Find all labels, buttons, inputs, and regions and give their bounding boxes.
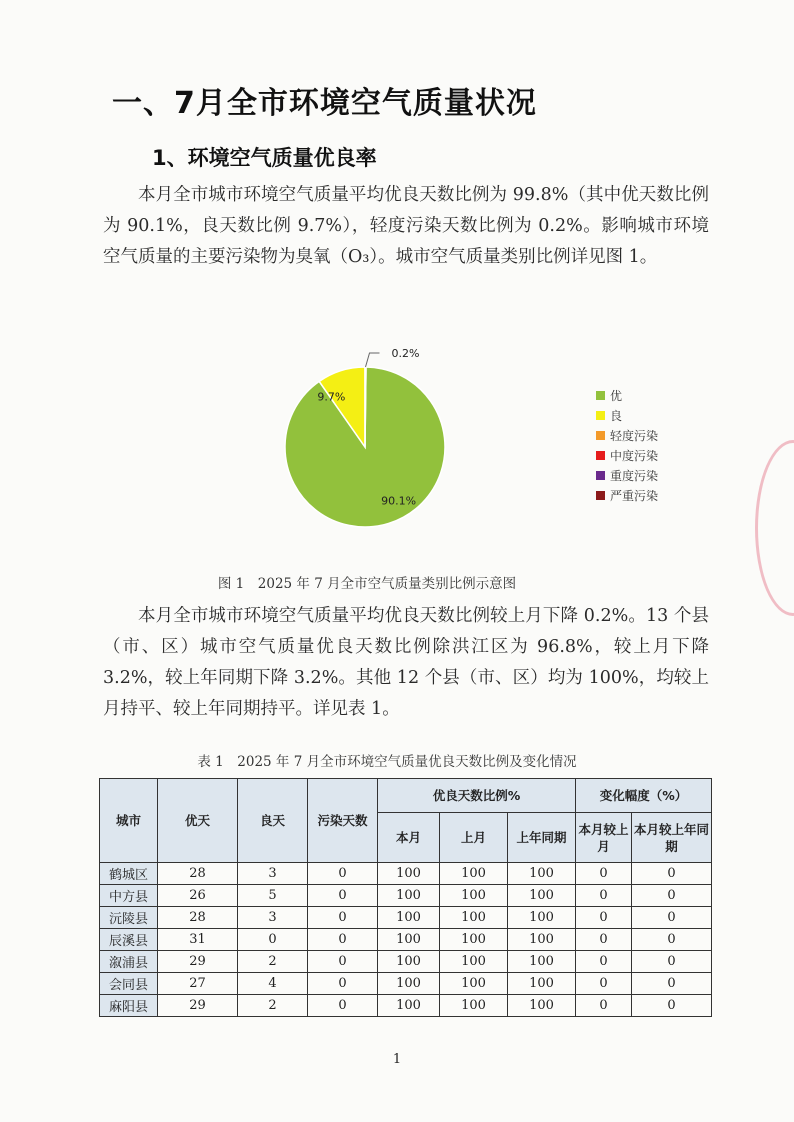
cell-city: 麻阳县 bbox=[100, 995, 158, 1017]
legend-label: 严重污染 bbox=[610, 488, 659, 503]
cell-city: 溆浦县 bbox=[100, 951, 158, 973]
cell-last-year: 100 bbox=[508, 863, 576, 885]
table-row bbox=[100, 907, 712, 929]
cell-good: 5 bbox=[238, 885, 308, 907]
cell-last-year: 100 bbox=[508, 995, 576, 1017]
legend-item bbox=[596, 465, 658, 485]
pie-chart bbox=[270, 330, 470, 540]
legend-swatch bbox=[596, 431, 605, 440]
cell-last-month: 100 bbox=[440, 907, 508, 929]
cell-last-year: 100 bbox=[508, 885, 576, 907]
cell-last-year: 100 bbox=[508, 929, 576, 951]
cell-this-month: 100 bbox=[378, 995, 440, 1017]
pie-leader-line bbox=[366, 353, 380, 367]
legend-swatch bbox=[596, 411, 605, 420]
cell-excellent: 27 bbox=[158, 973, 238, 995]
header-change-group: 变化幅度（%） bbox=[576, 779, 712, 813]
chart-legend bbox=[596, 385, 658, 505]
cell-last-year: 100 bbox=[508, 973, 576, 995]
cell-polluted: 0 bbox=[308, 951, 378, 973]
pie-data-label-1: 9.7% bbox=[317, 390, 346, 404]
table-caption: 表 1 2025 年 7 月全市环境空气质量优良天数比例及变化情况 bbox=[197, 754, 577, 770]
header-city: 城市 bbox=[100, 779, 158, 863]
section-heading: 一、7月全市环境空气质量状况 bbox=[112, 86, 537, 121]
cell-excellent: 29 bbox=[158, 951, 238, 973]
cell-city: 辰溪县 bbox=[100, 929, 158, 951]
cell-vs-last-month: 0 bbox=[576, 907, 632, 929]
table-row bbox=[100, 951, 712, 973]
legend-item bbox=[596, 385, 658, 405]
cell-this-month: 100 bbox=[378, 973, 440, 995]
cell-good: 0 bbox=[238, 929, 308, 951]
cell-vs-last-year: 0 bbox=[632, 951, 712, 973]
table-row bbox=[100, 929, 712, 951]
cell-city: 沅陵县 bbox=[100, 907, 158, 929]
cell-vs-last-month: 0 bbox=[576, 995, 632, 1017]
cell-polluted: 0 bbox=[308, 995, 378, 1017]
header-this-month: 本月 bbox=[378, 813, 440, 863]
table-row bbox=[100, 973, 712, 995]
cell-polluted: 0 bbox=[308, 863, 378, 885]
cell-last-month: 100 bbox=[440, 973, 508, 995]
page-number: 1 bbox=[392, 1052, 402, 1067]
cell-polluted: 0 bbox=[308, 929, 378, 951]
cell-vs-last-month: 0 bbox=[576, 951, 632, 973]
legend-label: 优 bbox=[610, 388, 623, 403]
legend-item bbox=[596, 445, 658, 465]
cell-polluted: 0 bbox=[308, 907, 378, 929]
subsection-heading: 1、环境空气质量优良率 bbox=[152, 146, 377, 170]
cell-vs-last-year: 0 bbox=[632, 929, 712, 951]
cell-city: 鹤城区 bbox=[100, 863, 158, 885]
cell-this-month: 100 bbox=[378, 863, 440, 885]
cell-vs-last-month: 0 bbox=[576, 973, 632, 995]
cell-vs-last-month: 0 bbox=[576, 863, 632, 885]
header-excellent: 优天 bbox=[158, 779, 238, 863]
table-row bbox=[100, 863, 712, 885]
cell-this-month: 100 bbox=[378, 951, 440, 973]
legend-swatch bbox=[596, 391, 605, 400]
legend-label: 中度污染 bbox=[610, 448, 659, 463]
legend-label: 重度污染 bbox=[610, 468, 659, 483]
cell-last-year: 100 bbox=[508, 951, 576, 973]
cell-vs-last-year: 0 bbox=[632, 907, 712, 929]
header-good: 良天 bbox=[238, 779, 308, 863]
cell-this-month: 100 bbox=[378, 907, 440, 929]
header-ratio-group: 优良天数比例% bbox=[378, 779, 576, 813]
table-row bbox=[100, 885, 712, 907]
cell-vs-last-year: 0 bbox=[632, 995, 712, 1017]
cell-good: 3 bbox=[238, 863, 308, 885]
header-vs-last-year: 本月较上年同期 bbox=[632, 813, 712, 863]
header-last-month: 上月 bbox=[440, 813, 508, 863]
cell-excellent: 29 bbox=[158, 995, 238, 1017]
header-last-year: 上年同期 bbox=[508, 813, 576, 863]
cell-last-month: 100 bbox=[440, 863, 508, 885]
legend-swatch bbox=[596, 471, 605, 480]
cell-polluted: 0 bbox=[308, 973, 378, 995]
cell-vs-last-year: 0 bbox=[632, 973, 712, 995]
cell-excellent: 31 bbox=[158, 929, 238, 951]
cell-vs-last-year: 0 bbox=[632, 863, 712, 885]
figure-caption: 图 1 2025 年 7 月全市空气质量类别比例示意图 bbox=[217, 576, 517, 592]
cell-excellent: 28 bbox=[158, 907, 238, 929]
cell-vs-last-month: 0 bbox=[576, 929, 632, 951]
legend-item bbox=[596, 485, 658, 505]
header-vs-last-month: 本月较上月 bbox=[576, 813, 632, 863]
cell-good: 3 bbox=[238, 907, 308, 929]
quality-table bbox=[99, 778, 712, 1017]
cell-excellent: 26 bbox=[158, 885, 238, 907]
cell-vs-last-year: 0 bbox=[632, 885, 712, 907]
pie-data-label-2: 0.2% bbox=[391, 347, 420, 361]
cell-good: 2 bbox=[238, 951, 308, 973]
legend-item bbox=[596, 425, 658, 445]
legend-swatch bbox=[596, 451, 605, 460]
cell-vs-last-month: 0 bbox=[576, 885, 632, 907]
header-polluted: 污染天数 bbox=[308, 779, 378, 863]
cell-excellent: 28 bbox=[158, 863, 238, 885]
legend-swatch bbox=[596, 491, 605, 500]
cell-city: 中方县 bbox=[100, 885, 158, 907]
cell-this-month: 100 bbox=[378, 885, 440, 907]
paragraph-comparison: 本月全市城市环境空气质量平均优良天数比例较上月下降 0.2%。13 个县（市、区）城市空气质量优良天数比例除洪江区为 96.8%，较上月下降 3.2%，较上年同期下降 3.2%。其他 12 个县（市、区）均为 100%，均较上月持平、较上年同期持平。详见表 1。 bbox=[103, 606, 709, 719]
cell-last-month: 100 bbox=[440, 929, 508, 951]
legend-label: 轻度污染 bbox=[610, 428, 659, 443]
cell-last-year: 100 bbox=[508, 907, 576, 929]
cell-last-month: 100 bbox=[440, 951, 508, 973]
cell-city: 会同县 bbox=[100, 973, 158, 995]
legend-item bbox=[596, 405, 658, 425]
cell-last-month: 100 bbox=[440, 885, 508, 907]
cell-polluted: 0 bbox=[308, 885, 378, 907]
cell-this-month: 100 bbox=[378, 929, 440, 951]
cell-last-month: 100 bbox=[440, 995, 508, 1017]
paragraph-intro: 本月全市城市环境空气质量平均优良天数比例为 99.8%（其中优天数比例为 90.1%，良天数比例 9.7%），轻度污染天数比例为 0.2%。影响城市环境空气质量的主要污染物为臭氧（O₃）。城市空气质量类别比例详见图 1。 bbox=[103, 185, 709, 267]
legend-label: 良 bbox=[610, 408, 623, 423]
pie-data-label-0: 90.1% bbox=[381, 494, 417, 508]
table-row bbox=[100, 995, 712, 1017]
pie-slice-2 bbox=[365, 367, 366, 447]
cell-good: 4 bbox=[238, 973, 308, 995]
cell-good: 2 bbox=[238, 995, 308, 1017]
